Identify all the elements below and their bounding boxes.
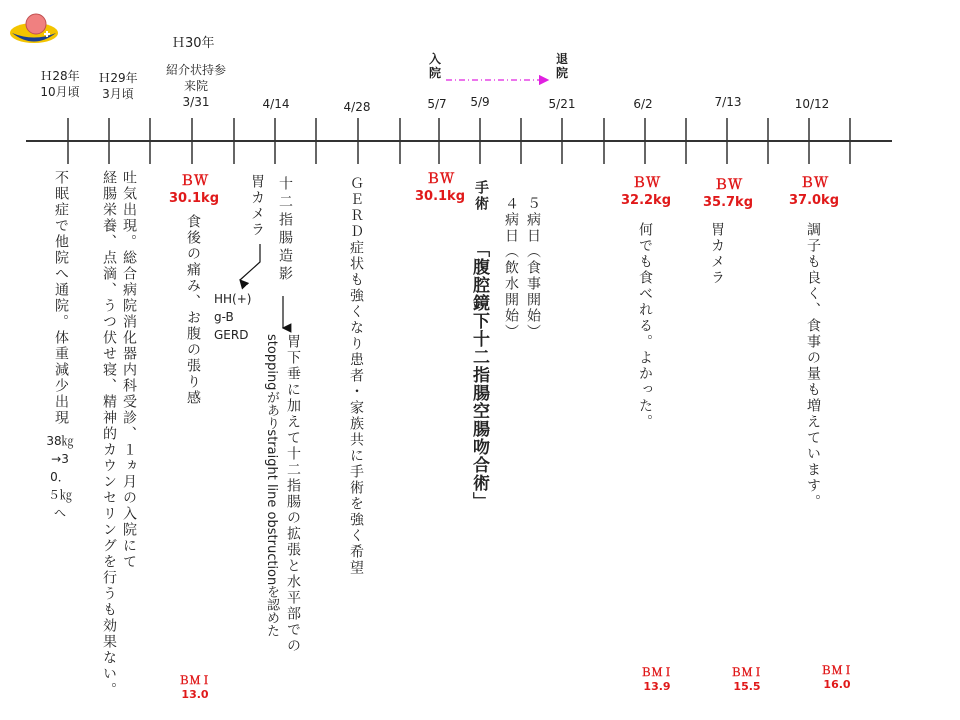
admission-label xyxy=(425,52,445,80)
date-0507: 5/7 xyxy=(427,97,447,111)
date-1012: 10/12 xyxy=(794,97,830,111)
bmi-0602-value: 13.9 xyxy=(643,680,671,693)
note-0509-surgery-title: 手術 xyxy=(473,180,489,212)
bw-0602-value: 32.2kg xyxy=(620,193,672,208)
result-gb: g-B xyxy=(214,310,234,324)
date-0509: 5/9 xyxy=(470,95,490,109)
note-h29-line2: 吐気出現。総合病院消化器内科受診、１ヵ月の入院にて xyxy=(121,170,137,570)
bw-0507-value: 30.1kg xyxy=(414,189,466,204)
bmi-0713-value: 15.5 xyxy=(733,680,761,693)
note-h29-line1: 経腸栄養、点滴、うつ伏せ寝、精神的カウンセリングを行うも効果ない。 xyxy=(101,170,117,698)
discharge-label-text: 退院 xyxy=(555,52,568,80)
date-h29-year: Ｈ29年 xyxy=(98,71,138,85)
bmi-0713 xyxy=(722,666,772,694)
note-0414-result xyxy=(214,290,251,344)
bmi-1012 xyxy=(812,664,862,692)
bw-1012 xyxy=(788,174,840,210)
h30-year-label: Ｈ30年 xyxy=(172,36,215,51)
note-h28-weight: 38㎏→30．５㎏へ xyxy=(46,434,74,520)
note-1012: 調子も良く、食事の量も増えています。 xyxy=(805,222,821,510)
date-0521: 5/21 xyxy=(548,97,576,111)
bmi-0602 xyxy=(632,666,682,694)
bw-0507-label: ＢＷ xyxy=(426,171,454,187)
bw-0331-value: 30.1kg xyxy=(168,191,220,206)
note-0414-gastroscopy: 胃カメラ xyxy=(249,174,265,238)
note-0414b-line2: stoppingがありstraight line obstructionを認めた xyxy=(264,334,279,638)
note-0509-surgery: 「腹腔鏡下十二指腸空腸吻合術」 xyxy=(469,240,489,510)
discharge-label xyxy=(552,52,572,80)
result-hh: HH(+) xyxy=(214,292,252,306)
date-h28-year: Ｈ28年 xyxy=(40,69,80,83)
admission-label-text: 入院 xyxy=(428,52,441,80)
date-0331-line2: 来院 xyxy=(183,79,208,93)
note-0713: 胃カメラ xyxy=(709,222,725,286)
bw-0602 xyxy=(620,174,672,210)
date-0602: 6/2 xyxy=(633,97,653,111)
note-0509-day5: ５病日（食事開始） xyxy=(525,196,541,340)
date-h28-month: 10月頃 xyxy=(40,85,80,99)
date-h28 xyxy=(30,68,90,100)
bmi-0331-label: ＢＭＩ xyxy=(178,674,212,687)
bw-1012-value: 37.0kg xyxy=(788,193,840,208)
bw-0602-label: ＢＷ xyxy=(632,175,660,191)
note-h28: 不眠症で他院へ通院。体重減少出現 xyxy=(53,170,69,426)
bw-0713-value: 35.7kg xyxy=(702,195,754,210)
bw-0713 xyxy=(702,176,754,212)
date-0428: 4/28 xyxy=(343,100,371,114)
bw-1012-label: ＢＷ xyxy=(800,175,828,191)
bw-0331-label: ＢＷ xyxy=(180,173,208,189)
bw-0713-label: ＢＷ xyxy=(714,177,742,193)
note-0414b-line1: 胃下垂に加えて十二指腸の拡張と水平部での xyxy=(285,334,301,654)
bw-0507 xyxy=(414,170,466,206)
note-0602: 何でも食べれる。よかった。 xyxy=(637,222,653,430)
result-gerd: GERD xyxy=(214,328,249,342)
bmi-1012-label: ＢＭＩ xyxy=(820,664,854,677)
note-0414-duodenography: 十二指腸造影 xyxy=(277,176,293,284)
note-0428: ＧＥＲＤ症状も強くなり患者・家族共に手術を強く希望 xyxy=(348,176,364,576)
gastroscopy-result-arrow xyxy=(240,244,260,280)
bmi-0331 xyxy=(170,674,220,702)
bmi-0713-label: ＢＭＩ xyxy=(730,666,764,679)
date-0713: 7/13 xyxy=(714,95,742,109)
hospital-logo-icon xyxy=(6,6,62,48)
date-0331-date: 3/31 xyxy=(182,95,210,109)
date-0331-line1: 紹介状持参 xyxy=(165,63,226,77)
date-0331 xyxy=(158,62,234,110)
bw-0331 xyxy=(168,172,220,208)
note-0509-day4: ４病日（飲水開始） xyxy=(503,196,519,340)
note-0331: 食後の痛み、お腹の張り感 xyxy=(185,214,201,406)
date-0414: 4/14 xyxy=(262,97,290,111)
date-h29-month: 3月頃 xyxy=(102,87,134,101)
date-h29 xyxy=(88,70,148,102)
bmi-1012-value: 16.0 xyxy=(823,678,851,691)
bmi-0331-value: 13.0 xyxy=(181,688,209,701)
bmi-0602-label: ＢＭＩ xyxy=(640,666,674,679)
